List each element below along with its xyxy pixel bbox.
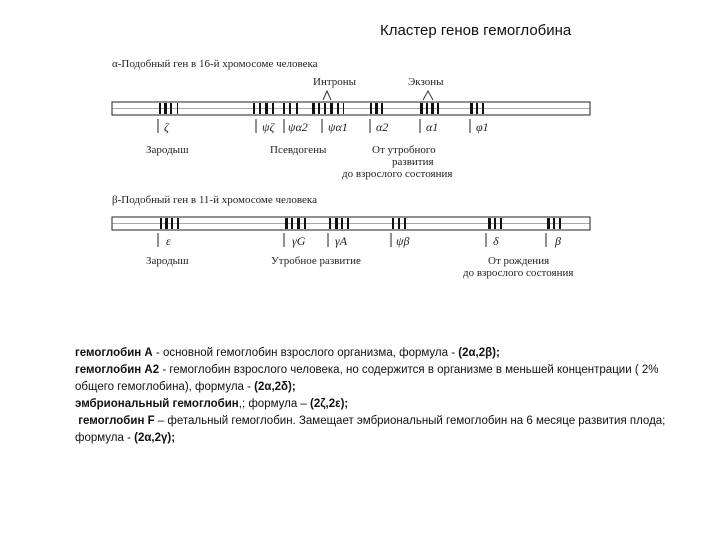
exon-band (170, 103, 172, 114)
alpha-heading: α-Подобный ген в 16-й хромосоме человека (112, 58, 318, 70)
exon-band (335, 218, 338, 229)
exon-band (289, 103, 291, 114)
exon-band (488, 218, 491, 229)
exon-band (171, 218, 173, 229)
gene-psi-alpha1: ψα1 (328, 120, 348, 134)
exons-pointer (423, 91, 433, 100)
exon-band (404, 218, 406, 229)
exon-band (426, 103, 428, 114)
exon-band (370, 103, 372, 114)
exon-band (470, 103, 473, 114)
exon-band (337, 103, 339, 114)
exon-band (330, 103, 333, 114)
exon-band (296, 103, 298, 114)
exon-band (324, 103, 326, 114)
exon-band (165, 218, 168, 229)
slide-title: Кластер генов гемоглобина (380, 22, 572, 39)
paragraph-hb-a2 (75, 362, 675, 396)
gene-gamma-a: γA (335, 234, 348, 248)
exon-band (329, 218, 331, 229)
paragraph-hb-embryonic (75, 396, 675, 413)
exon-band (159, 103, 161, 114)
gene-psi-beta: ψβ (396, 234, 410, 248)
exon-band (494, 218, 496, 229)
exon-band (347, 218, 349, 229)
hb-f-term: гемоглобин F (78, 415, 155, 427)
exon-band (500, 218, 502, 229)
alpha-stage-adult-line3: до взрослого состояния (342, 168, 453, 180)
exons-label: Экзоны (408, 76, 444, 88)
exon-band (253, 103, 255, 114)
exon-band (304, 218, 306, 229)
alpha-stage-embryo: Зародыш (146, 144, 189, 156)
hb-embryonic-term: эмбриональный гемоглобин (75, 398, 239, 410)
exon-band (392, 218, 394, 229)
exon-band (291, 218, 293, 229)
hb-a-text: - основной гемоглобин взрослого организма, формула - (152, 347, 459, 359)
introns-pointer (323, 91, 331, 100)
exon-band (265, 103, 268, 114)
exon-band (283, 103, 285, 114)
exon-band (297, 218, 300, 229)
exon-band (177, 218, 179, 229)
exon-band (482, 103, 484, 114)
hemoglobin-descriptions (75, 345, 675, 447)
beta-stage-embryo: Зародыш (146, 255, 189, 267)
gene-zeta: ζ (164, 120, 169, 134)
beta-stage-adult-line2: до взрослого состояния (463, 267, 574, 279)
alpha-stage-pseudogenes: Псевдогены (270, 144, 327, 156)
exon-band (341, 218, 343, 229)
gene-alpha2: α2 (376, 120, 389, 134)
exon-band (553, 218, 555, 229)
hb-a2-term: гемоглобин А2 (75, 364, 160, 376)
beta-stage-adult-line1: От рождения (488, 255, 550, 267)
exon-band (285, 218, 288, 229)
exon-band (381, 103, 383, 114)
exon-band (272, 103, 274, 114)
gene-psi-zeta: ψζ (262, 120, 275, 134)
gene-delta: δ (493, 234, 499, 248)
hb-f-text: – фетальный гемоглобин. Замещает эмбриональный гемоглобин на 6 месяце развития плода; формула - (75, 415, 666, 444)
exon-band (559, 218, 561, 229)
gene-beta: β (555, 234, 561, 248)
exon-band (164, 103, 167, 114)
exon-band (343, 103, 344, 114)
exon-band (437, 103, 439, 114)
gene-psi-alpha2: ψα2 (288, 120, 308, 134)
hb-f-formula: (2α,2γ); (134, 432, 176, 444)
exon-band (476, 103, 478, 114)
alpha-chromosome-bar (112, 102, 590, 115)
alpha-stage-adult-line1: От утробного (372, 144, 436, 156)
exon-band (375, 103, 378, 114)
exon-band (547, 218, 550, 229)
gene-alpha1: α1 (426, 120, 439, 134)
exon-band (420, 103, 423, 114)
exon-band (160, 218, 162, 229)
beta-chromosome-bar (112, 217, 590, 230)
exon-band (398, 218, 400, 229)
exon-band (431, 103, 434, 114)
paragraph-hb-a (75, 345, 675, 362)
hb-a-formula: (2α,2β); (458, 347, 500, 359)
gene-phi1: φ1 (476, 120, 489, 134)
beta-stage-fetal: Утробное развитие (271, 255, 361, 267)
hb-a2-formula: (2α,2δ); (254, 381, 296, 393)
gene-gamma-g: γG (292, 234, 306, 248)
exon-band (318, 103, 320, 114)
beta-heading: β-Подобный ген в 11-й хромосоме человека (112, 194, 317, 206)
introns-label: Интроны (313, 76, 357, 88)
exon-band (177, 103, 178, 114)
exon-band (312, 103, 315, 114)
hb-a2-text: - гемоглобин взрослого человека, но содержится в организме в меньшей концентрации ( 2% общего гемоглобина), формула - (75, 364, 659, 393)
alpha-stage-adult-line2: развития (392, 156, 434, 168)
paragraph-hb-f (75, 413, 675, 447)
exon-band (259, 103, 261, 114)
hb-a-term: гемоглобин А (75, 347, 153, 359)
hb-embryonic-formula: (2ζ,2ε); (310, 398, 349, 410)
gene-epsilon: ε (166, 234, 171, 248)
hb-embryonic-text: ,; формула – (238, 398, 311, 410)
